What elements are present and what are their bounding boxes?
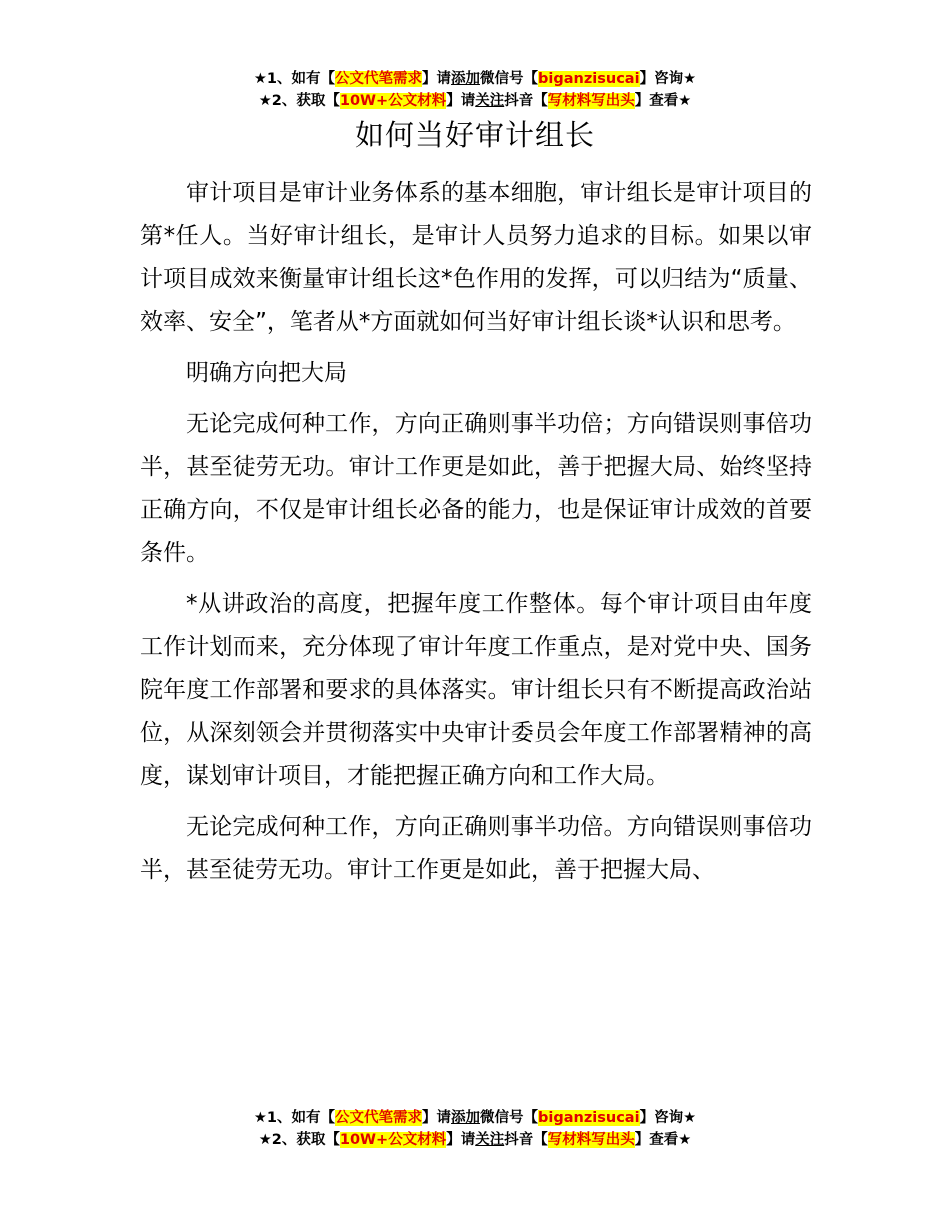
underlined-text: 添加	[451, 71, 481, 87]
document-body	[140, 172, 812, 900]
footer-banner-line-2	[0, 1129, 950, 1151]
banner-text: 抖音【	[504, 93, 548, 109]
banner-text: 1、如有【	[266, 1110, 336, 1126]
star-icon: ★	[678, 1132, 692, 1148]
star-icon: ★	[253, 71, 267, 87]
footer-banner-line-1	[0, 1107, 950, 1129]
star-icon: ★	[678, 93, 692, 109]
underlined-text: 添加	[451, 1110, 481, 1126]
highlight-wechat-id: biganzisucai	[538, 71, 640, 87]
highlight-douyin-account: 写材料写出头	[547, 1132, 635, 1148]
star-icon: ★	[683, 71, 697, 87]
banner-text: 抖音【	[504, 1132, 548, 1148]
highlight-wechat-id: biganzisucai	[538, 1110, 640, 1126]
highlight-douyin-account: 写材料写出头	[547, 93, 635, 109]
paragraph: 无论完成何种工作，方向正确则事半功倍。方向错误则事倍功半，甚至徒劳无功。审计工作更是如此，善于把握大局、	[140, 814, 812, 883]
banner-text: 】咨询	[639, 71, 684, 87]
highlight-service: 公文代笔需求	[335, 1110, 423, 1126]
banner-text: 2、获取【	[271, 93, 340, 109]
document-title: 如何当好审计组长	[354, 118, 595, 152]
footer-banner	[0, 1107, 950, 1151]
highlight-service: 公文代笔需求	[335, 71, 423, 87]
banner-text: 】请	[422, 71, 452, 87]
banner-text: 】咨询	[639, 1110, 684, 1126]
section-heading: 明确方向把大局	[186, 360, 347, 386]
paragraph: 无论完成何种工作，方向正确则事半功倍；方向错误则事倍功半，甚至徒劳无功。审计工作更是如此，善于把握大局、始终坚持正确方向，不仅是审计组长必备的能力，也是保证审计成效的首要条件。	[140, 411, 812, 566]
banner-text: 微信号【	[480, 1110, 539, 1126]
star-icon: ★	[258, 1132, 272, 1148]
header-banner-line-1	[0, 68, 950, 90]
banner-text: 微信号【	[480, 71, 539, 87]
banner-text: 】请	[422, 1110, 452, 1126]
highlight-materials: 10W+公文材料	[339, 1132, 447, 1148]
banner-text: 】查看	[634, 93, 679, 109]
banner-text: 2、获取【	[271, 1132, 340, 1148]
underlined-text: 关注	[475, 1132, 505, 1148]
header-banner-line-2	[0, 90, 950, 112]
star-icon: ★	[258, 93, 272, 109]
underlined-text: 关注	[475, 93, 505, 109]
banner-text: 】查看	[634, 1132, 679, 1148]
paragraph: *从讲政治的高度，把握年度工作整体。每个审计项目由年度工作计划而来，充分体现了审计年度工作重点，是对党中央、国务院年度工作部署和要求的具体落实。审计组长只有不断提高政治站位，从深刻领会并贯彻落实中央审计委员会年度工作部署精神的高度，谋划审计项目，才能把握正确方向和工作大局。	[140, 591, 812, 789]
star-icon: ★	[253, 1110, 267, 1126]
star-icon: ★	[683, 1110, 697, 1126]
paragraph-intro: 审计项目是审计业务体系的基本细胞，审计组长是审计项目的第*任人。当好审计组长，是审计人员努力追求的目标。如果以审计项目成效来衡量审计组长这*色作用的发挥，可以归结为“质量、效率、安全”，笔者从*方面就如何当好审计组长谈*认识和思考。	[140, 180, 812, 335]
banner-text: 】请	[446, 1132, 476, 1148]
highlight-materials: 10W+公文材料	[339, 93, 447, 109]
banner-text: 1、如有【	[266, 71, 336, 87]
banner-text: 】请	[446, 93, 476, 109]
header-banner	[0, 68, 950, 112]
